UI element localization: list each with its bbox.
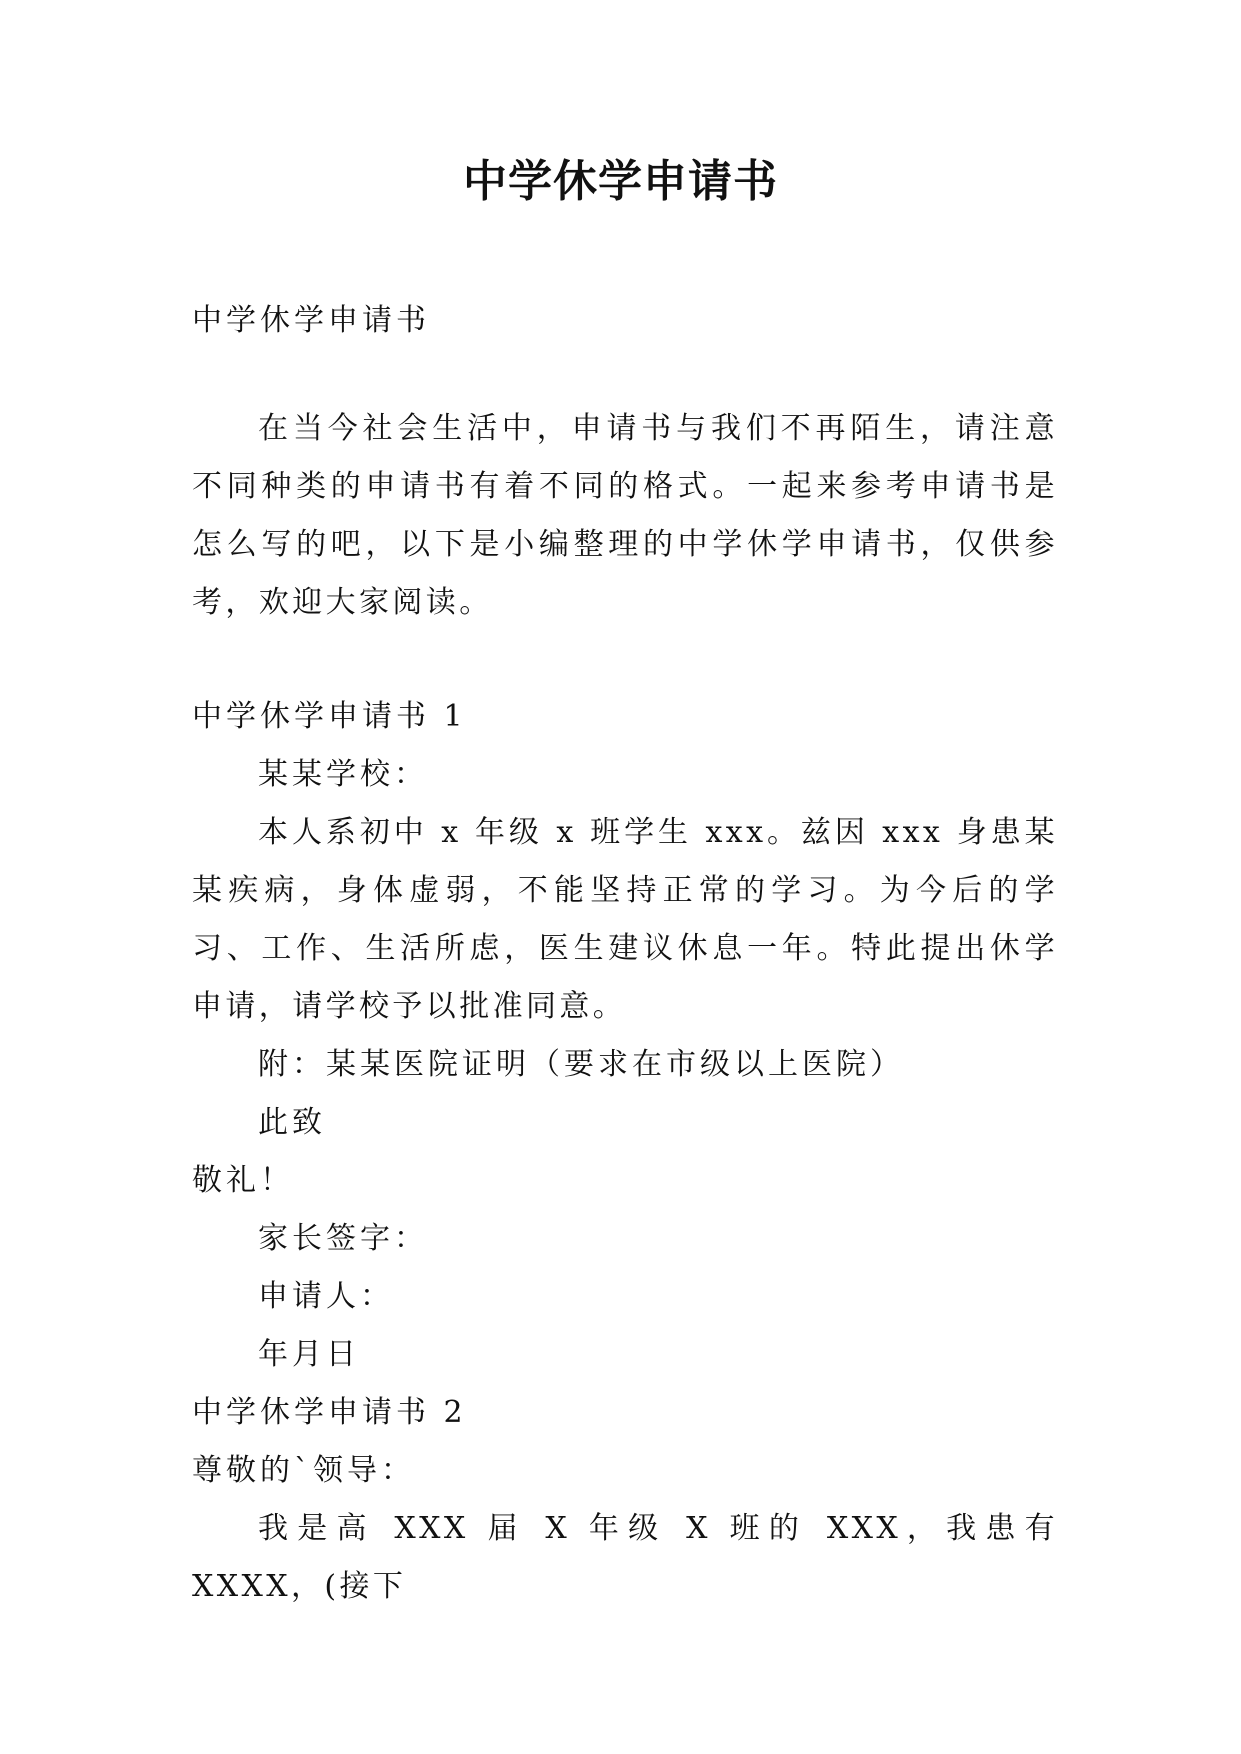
document-subtitle: 中学休学申请书 — [192, 303, 430, 338]
letter1-closing-1: 此致 — [258, 1105, 326, 1140]
letter2-salutation: 尊敬的`领导： — [192, 1453, 415, 1488]
letter2-heading: 中学休学申请书 2 — [192, 1395, 467, 1430]
document-body — [192, 292, 1058, 1616]
letter1-closing-2: 敬礼！ — [192, 1163, 294, 1198]
letter1-attachment: 附：某某医院证明（要求在市级以上医院） — [258, 1047, 904, 1082]
intro-paragraph: 在当今社会生活中，申请书与我们不再陌生，请注意不同种类的申请书有着不同的格式。一起来参考申请书是怎么写的吧，以下是小编整理的中学休学申请书，仅供参考，欢迎大家阅读。 — [192, 411, 1058, 620]
letter1-applicant: 申请人： — [258, 1279, 394, 1314]
letter2-body: 我是高 XXX 届 X 年级 X 班的 XXX，我患有 XXXX，(接下 — [192, 1511, 1058, 1604]
letter1-parent-signature: 家长签字： — [258, 1221, 428, 1256]
document-title: 中学休学申请书 — [463, 156, 778, 207]
letter1-salutation: 某某学校： — [258, 757, 428, 792]
letter1-body: 本人系初中 x 年级 x 班学生 xxx。兹因 xxx 身患某某疾病，身体虚弱，不能坚持正常的学习。为今后的学习、工作、生活所虑，医生建议休息一年。特此提出休学申请，请学校予以批准同意。 — [192, 815, 1058, 1024]
letter1-date: 年月日 — [258, 1337, 360, 1372]
letter1-heading: 中学休学申请书 1 — [192, 699, 467, 734]
